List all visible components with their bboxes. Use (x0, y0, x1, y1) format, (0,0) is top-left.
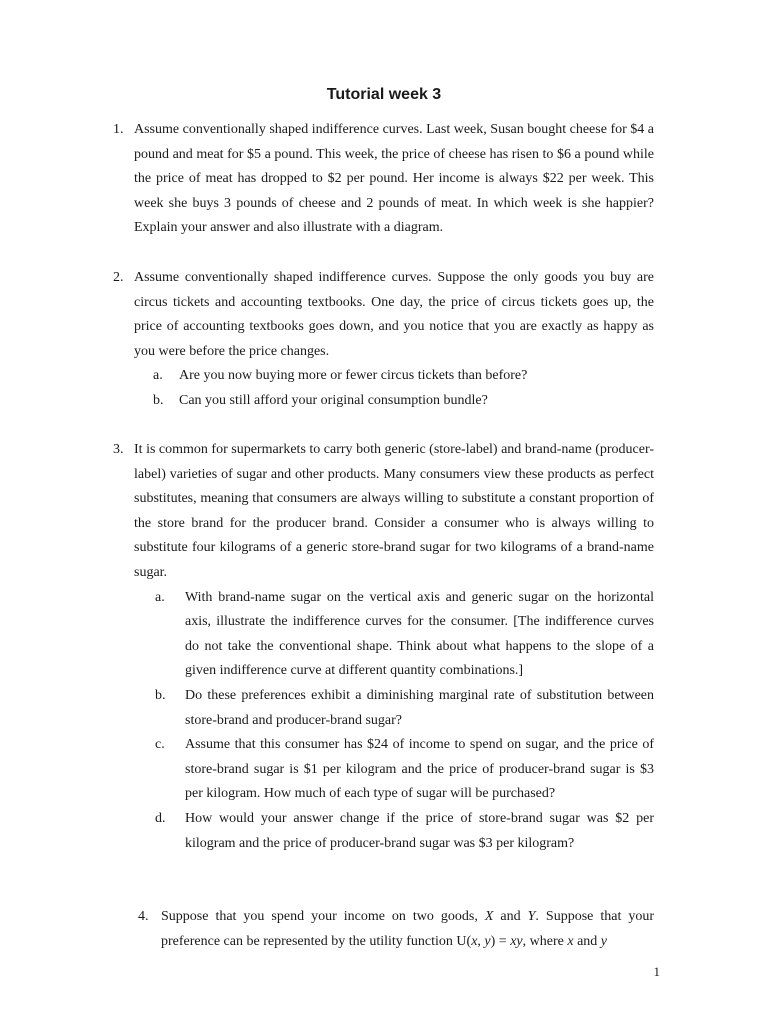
text-segment: , where (522, 933, 568, 949)
question-number: 1. (113, 122, 124, 137)
text-segment: ) = (490, 933, 511, 949)
question-1 (113, 118, 654, 241)
sub-question-d (155, 807, 654, 856)
question-4 (138, 905, 655, 954)
variable-x: x (471, 933, 478, 949)
product-xy: xy (510, 933, 523, 949)
variable-x: X (484, 909, 494, 924)
variable-y: Y (527, 909, 536, 924)
variable-y: y (600, 933, 607, 949)
sub-question-a (155, 586, 654, 684)
question-text: Assume conventionally shaped indifference curves. Last week, Susan bought cheese for $4 a pound and meat for $5 a pound. This week, the price of cheese has risen to $6 a pound while the price of meat has dropped to $2 per pound. Her income is always $22 per week. This week she buys 3 pounds of cheese and 2 pounds of meat. In which week is she happier? Explain your answer and also illustrate with a diagram. (134, 122, 654, 236)
variable-x: x (567, 933, 574, 949)
sub-question-text: With brand-name sugar on the vertical axis and generic sugar on the horizontal axis, illustrate the indifference curves for the consumer. [The indifference curves do not take the conventional shape. Think about what happens to the slope of a given indifference curve at different quantity combinations.] (185, 589, 654, 679)
sub-question-label: d. (155, 810, 166, 826)
variable-y: y (484, 933, 491, 949)
sub-question-text: How would your answer change if the price of store-brand sugar was $2 per kilogram and the price of producer-brand sugar was $3 per kilogram? (185, 810, 654, 851)
sub-question-label: b. (153, 392, 164, 408)
question-text (161, 905, 654, 954)
sub-question-text: Assume that this consumer has $24 of income to spend on sugar, and the price of store-brand sugar is $1 per kilogram and the price of producer-brand sugar is $3 per kilogram. How much of each type of sugar will be purchased? (185, 737, 654, 802)
sub-question-label: c. (155, 737, 165, 753)
sub-question-text: Do these preferences exhibit a diminishing marginal rate of substitution between store-brand and producer-brand sugar? (185, 687, 654, 728)
sub-question-label: b. (155, 687, 166, 703)
page-title: Tutorial week 3 (326, 86, 442, 103)
sub-question-b (153, 389, 654, 414)
sub-question-b (155, 684, 654, 733)
question-text: It is common for supermarkets to carry both generic (store-label) and brand-name (producer-label) varieties of sugar and other products. Many consumers view these products as perfect substitutes, meaning that consumers are always willing to substitute a constant proportion of the store brand for the producer brand. Consider a consumer who is always willing to substitute four kilograms of a generic store-brand sugar for two kilograms of a brand-name sugar. (134, 442, 654, 580)
question-number: 2. (113, 270, 124, 285)
text-segment: and (573, 933, 601, 949)
text-segment: . Suppose that your preference can be represented by the utility function U( (161, 909, 655, 949)
sub-question-label: a. (155, 589, 165, 605)
sub-question-text: Are you now buying more or fewer circus tickets than before? (179, 368, 528, 384)
question-text: Assume conventionally shaped indifference curves. Suppose the only goods you buy are circus tickets and accounting textbooks. One day, the price of circus tickets goes up, the price of accounting textbooks goes down, and you notice that you are exactly as happy as you were before the price changes. (134, 270, 654, 359)
sub-question-label: a. (153, 368, 163, 384)
question-number: 3. (113, 442, 124, 457)
page-number: 1 (653, 964, 660, 979)
question-number: 4. (138, 909, 149, 924)
sub-question-a (153, 364, 654, 389)
text-segment: , (477, 933, 485, 949)
text-segment: Suppose that you spend your income on two goods, (161, 909, 485, 924)
sub-question-text: Can you still afford your original consumption bundle? (179, 392, 488, 408)
question-3 (113, 438, 654, 856)
sub-question-c (155, 733, 654, 807)
text-segment: and (493, 909, 528, 924)
question-2 (113, 266, 654, 414)
